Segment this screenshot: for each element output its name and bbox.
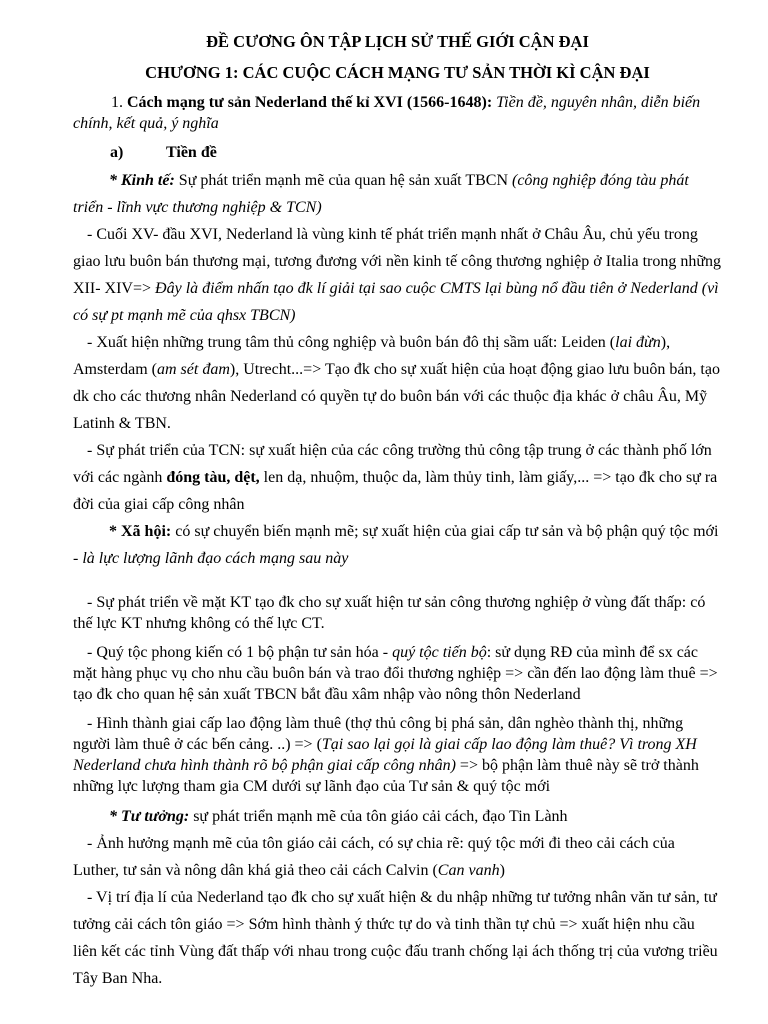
paragraph-4: - Sự phát triển về mặt KT tạo đk cho sự xuất hiện tư sản công thương nghiệp ở vùng đất thấp: có thế lực KT nhưng không có thế lực CT. [73,594,706,632]
subsection-title: Tiền đề [166,144,217,161]
paragraph-3: - Sự phát triển của TCN: sự xuất hiện của các công trường thủ công tập trung ở các thành phố lớn với các ngành đóng tàu, dệt, len dạ, nhuộm, thuộc da, làm thủy tinh, làm giấy,... => tạo đk cho sự ra đời của giai cấp công nhân [73,442,718,513]
ideology-paragraph: * Tư tưởng: sự phát triển mạnh mẽ của tôn giáo cải cách, đạo Tin Lành [109,808,568,825]
section-1-heading [0,92,768,134]
paragraph-5: - Quý tộc phong kiến có 1 bộ phận tư sản hóa - quý tộc tiến bộ: sử dụng RĐ của mình để sx các mặt hàng phục vụ cho nhu cầu buôn bán và trao đổi thương nghiệp => cần đến lao động làm thuê => tạo đk cho quan hệ sản xuất TBCN bắt đầu xâm nhập vào nông thôn Nederland [73,644,718,703]
paragraph-7: - Ảnh hưởng mạnh mẽ của tôn giáo cải cách, có sự chia rẽ: quý tộc mới đi theo cải cách của Luther, tư sản và nông dân khá giả theo cải cách Calvin (Can vanh) [73,835,675,879]
paragraph-2: - Xuất hiện những trung tâm thủ công nghiệp và buôn bán đô thị sầm uất: Leiden (lai đừn), Amsterdam (am sét đam), Utrecht...=> Tạo đk cho sự xuất hiện của hoạt động giao lưu buôn bán, tạo dk cho các thương nhân Nederland có quyền tự do buôn bán với các thuộc địa khác ở châu Âu, Mỹ Latinh & TBN. [73,334,720,432]
society-label: * Xã hội: [109,523,172,540]
chapter-title: CHƯƠNG 1: CÁC CUỘC CÁCH MẠNG TƯ SẢN THỜI KÌ CẬN ĐẠI [145,63,650,82]
economy-paragraph: * Kinh tế: Sự phát triển mạnh mẽ của quan hệ sản xuất TBCN (công nghiệp đóng tàu phát triển - lĩnh vực thương nghiệp & TCN) [73,172,689,216]
section-title-italic: Tiền đề, nguyên nhân, diễn biến chính, kết quả, ý nghĩa [73,94,701,132]
section-number: 1. [111,94,127,111]
society-paragraph: * Xã hội: có sự chuyển biến mạnh mẽ; sự xuất hiện của giai cấp tư sản và bộ phận quý tộc mới - là lực lượng lãnh đạo cách mạng sau này [73,523,719,567]
paragraph-1: - Cuối XV- đầu XVI, Nederland là vùng kinh tế phát triển mạnh nhất ở Châu Âu, chủ yếu trong giao lưu buôn bán thương mại, tương đương với nền kinh tế công thương nghiệp ở Italia trong những XII- XIV=> Đây là điểm nhấn tạo đk lí giải tại sao cuộc CMTS lại bùng nổ đầu tiên ở Nederland (vì có sự pt mạnh mẽ của qhsx TBCN) [73,226,722,324]
section-title-bold: Cách mạng tư sản Nederland thế kỉ XVI (1566-1648): [127,94,497,111]
subsection-a-heading [0,144,768,162]
document-title: ĐỀ CƯƠNG ÔN TẬP LỊCH SỬ THẾ GIỚI CẬN ĐẠI [206,32,589,51]
ideology-label: * Tư tưởng: [109,808,190,825]
economy-label: * Kinh tế: [109,172,175,189]
paragraph-8: - Vị trí địa lí của Nederland tạo đk cho sự xuất hiện & du nhập những tư tưởng nhân văn tư sản, tư tưởng cải cách tôn giáo => Sớm hình thành ý thức tự do và tinh thần tự chủ => xuất hiện nhu cầu liên kết các tỉnh Vùng đất thấp với nhau trong cuộc đấu tranh chống lại ách thống trị của vương triều Tây Ban Nha. [73,889,718,987]
paragraph-6: - Hình thành giai cấp lao động làm thuê (thợ thủ công bị phá sản, dân nghèo thành thị, những người làm thuê ở các bến cảng. ..) => (Tại sao lại gọi là giai cấp lao động làm thuê? Vì trong XH Nederland chưa hình thành rõ bộ phận giai cấp công nhân) => bộ phận làm thuê này sẽ trở thành những lực lượng tham gia CM dưới sự lãnh đạo của Tư sản & quý tộc mới [73,715,699,795]
subsection-label: a) [110,144,124,161]
